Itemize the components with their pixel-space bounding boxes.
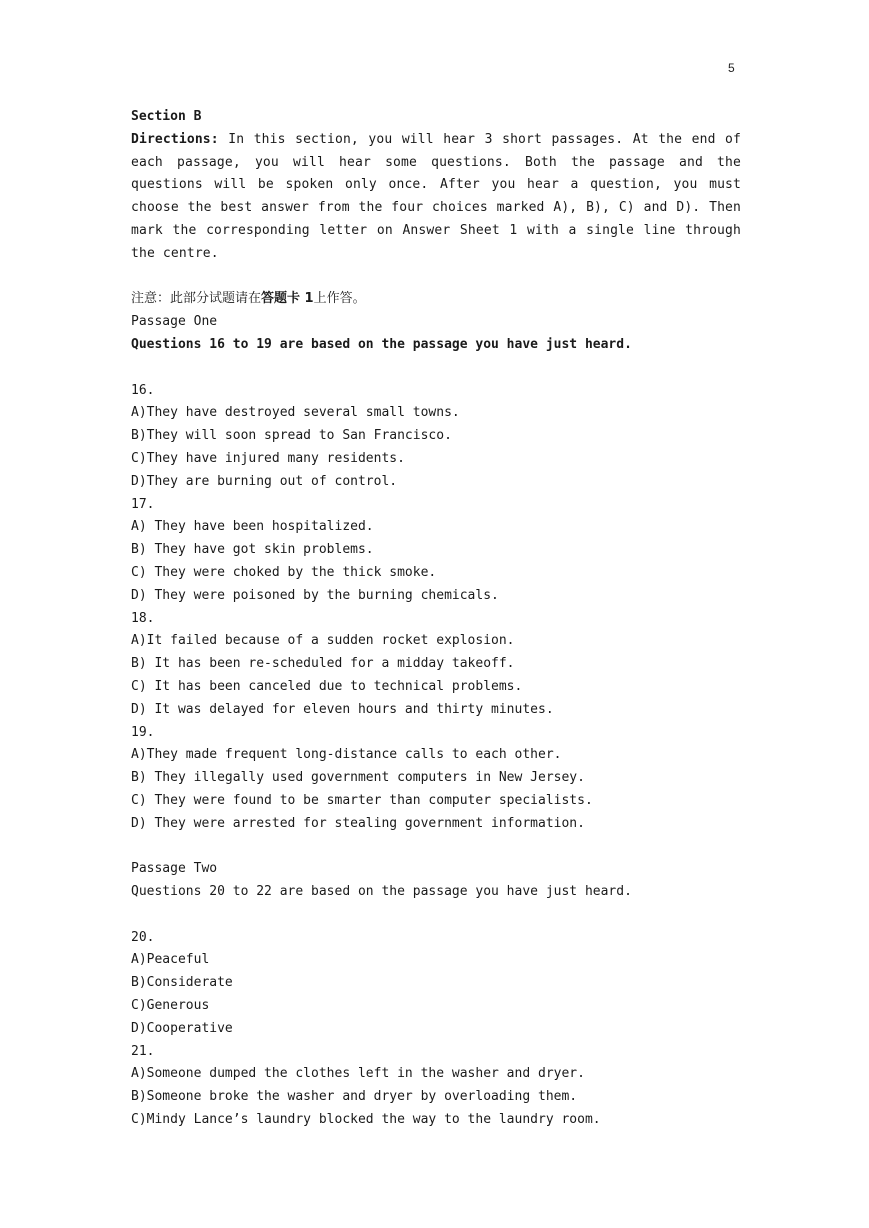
passage-one-intro: Questions 16 to 19 are based on the passage you have just heard. (131, 336, 632, 352)
passage-two-title: Passage Two (131, 861, 218, 877)
answer-option: C)Mindy Lance’s laundry blocked the way to the laundry room. (131, 1112, 601, 1128)
question-number: 19. (131, 724, 155, 740)
answer-option: A) They have been hospitalized. (131, 519, 374, 535)
answer-option: D) They were arrested for stealing government information. (131, 815, 585, 831)
notice-prefix: 注意：此部分试题请在 (131, 291, 262, 307)
answer-option: D)Cooperative (131, 1020, 233, 1036)
answer-option: D) It was delayed for eleven hours and thirty minutes. (131, 701, 554, 717)
answer-option: B) They illegally used government computers in New Jersey. (131, 770, 585, 786)
answer-option: A)They have destroyed several small towns. (131, 405, 460, 421)
answer-option: B)Considerate (131, 975, 233, 991)
question-number: 16. (131, 382, 155, 398)
answer-option: C) It has been canceled due to technical problems. (131, 678, 523, 694)
page-content (131, 106, 741, 1132)
answer-option: C)They have injured many residents. (131, 450, 405, 466)
question-number: 21. (131, 1043, 155, 1059)
directions-label: Directions: (131, 131, 219, 147)
answer-option: A)Someone dumped the clothes left in the washer and dryer. (131, 1066, 585, 1082)
answer-option: B) It has been re-scheduled for a midday takeoff. (131, 656, 515, 672)
answer-option: A)It failed because of a sudden rocket explosion. (131, 633, 515, 649)
spacer (131, 836, 741, 859)
question-number: 18. (131, 610, 155, 626)
spacer (131, 904, 741, 927)
answer-option: B)Someone broke the washer and dryer by overloading them. (131, 1089, 578, 1105)
notice-suffix: 上作答。 (313, 291, 366, 307)
answer-option: A)Peaceful (131, 952, 210, 968)
answer-option: D) They were poisoned by the burning chemicals. (131, 587, 499, 603)
directions-paragraph (131, 129, 741, 266)
answer-option: B) They have got skin problems. (131, 542, 374, 558)
answer-option: B)They will soon spread to San Francisco. (131, 428, 452, 444)
answer-option: C) They were found to be smarter than computer specialists. (131, 792, 593, 808)
question-number: 17. (131, 496, 155, 512)
spacer (131, 357, 741, 380)
section-title: Section B (131, 109, 202, 124)
answer-option: A)They made frequent long-distance calls to each other. (131, 747, 562, 763)
passage-two-intro: Questions 20 to 22 are based on the passage you have just heard. (131, 884, 632, 900)
answer-option: D)They are burning out of control. (131, 473, 398, 489)
notice-line (131, 288, 741, 311)
answer-option: C)Generous (131, 998, 210, 1014)
spacer (131, 266, 741, 289)
page-number: 5 (728, 61, 735, 75)
directions-text: In this section, you will hear 3 short passages. At the end of each passage, you will hear some questions. Both the passage and the questions will be spoken only once. After you hear a question, you must choose the best answer from the four choices marked A), B), C) and D). Then mark the corresponding letter on Answer Sheet 1 with a single line through the centre. (131, 131, 741, 261)
answer-option: C) They were choked by the thick smoke. (131, 564, 437, 580)
notice-emphasis: 答题卡 1 (261, 291, 314, 307)
passage-one-title: Passage One (131, 314, 218, 330)
question-number: 20. (131, 929, 155, 945)
